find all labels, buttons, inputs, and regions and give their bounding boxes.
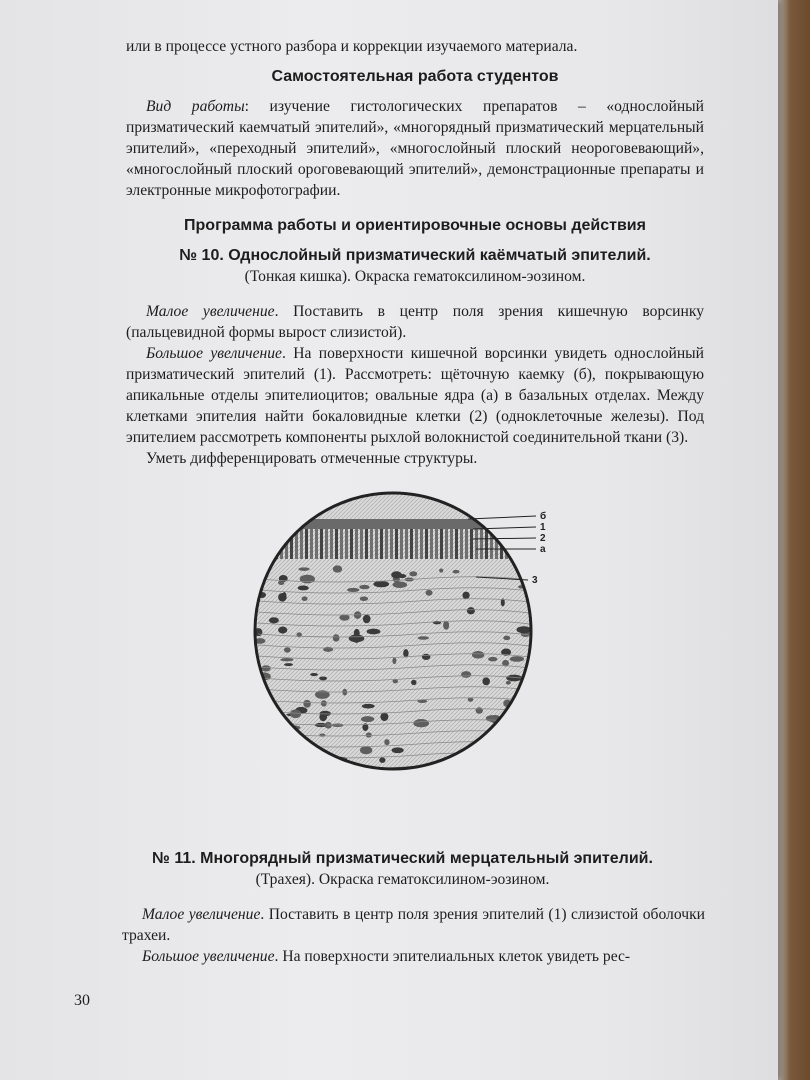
tissue-nucleus (360, 596, 368, 601)
item10-low-label: Малое увеличение (146, 303, 275, 320)
tissue-nucleus (535, 570, 539, 574)
tissue-nucleus (349, 634, 365, 642)
epithelial-cell (340, 529, 343, 559)
section-title: Самостоятельная работа студентов (271, 68, 559, 85)
epithelial-cell (515, 529, 518, 559)
figure-label-b: б (540, 511, 547, 522)
tissue-nucleus (422, 654, 431, 660)
epithelial-cell (430, 529, 433, 559)
epithelial-cell (450, 529, 453, 559)
item10-title: № 10. Однослойный призматический каёмчатый эпителий. (179, 247, 651, 264)
item10-high-text: . На поверхности кишечной ворсинки увидеть однослойный призматический эпителий (1). Рассмотреть: щёточную каемку (б), покрывающую апикальные отделы эпителиоцитов; овальные ядра (а) в базальных отделах. Между клетками эпителия найти бокаловидные клетки (2) (одноклеточные железы). Под эпителием рассмотреть компоненты рыхлой волокнистой соединительной ткани (3). (126, 345, 704, 446)
tissue-nucleus (413, 719, 429, 727)
epithelial-cell (435, 529, 438, 559)
item10-low-text: . Поставить в центр поля зрения кишечную ворсинку (пальцевидной формы вырост слизистой). (126, 303, 705, 341)
epithelial-cell (255, 529, 258, 559)
tissue-nucleus (379, 757, 385, 763)
epithelial-cell (315, 529, 318, 559)
tissue-nucleus (411, 680, 416, 685)
tissue-nucleus (439, 568, 443, 572)
tissue-nucleus (321, 700, 327, 706)
tissue-nucleus (298, 585, 309, 590)
tissue-nucleus (392, 657, 396, 664)
epithelial-cell (475, 529, 478, 559)
epithelial-cell (485, 529, 488, 559)
item11-subtitle: (Трахея). Окраска гематоксилином-эозином. (255, 871, 550, 888)
tissue-nucleus (269, 617, 279, 623)
item11-high-magnification (100, 946, 705, 967)
tissue-nucleus (510, 656, 524, 662)
epithelial-cell (530, 529, 533, 559)
epithelial-cell (440, 529, 443, 559)
figure-label-2: 2 (540, 533, 546, 544)
item10-high-label: Большое увеличение (146, 345, 282, 362)
tissue-nucleus (443, 621, 449, 630)
tissue-nucleus (453, 570, 460, 574)
tissue-nucleus (467, 607, 475, 614)
epithelial-cell (260, 529, 263, 559)
tissue-nucleus (298, 567, 309, 571)
epithelial-cell (465, 529, 468, 559)
epithelial-cell (335, 529, 338, 559)
tissue-nucleus (476, 707, 483, 714)
epithelial-cell (320, 529, 323, 559)
epithelial-cell (460, 529, 463, 559)
tissue-nucleus (284, 647, 291, 652)
tissue-nucleus (282, 592, 286, 599)
epithelial-cell (370, 529, 373, 559)
figure-label-3: 3 (532, 575, 538, 586)
tissue-nucleus (393, 581, 408, 588)
program-title: Программа работы и ориентировочные основы действия (184, 217, 646, 234)
tissue-nucleus (362, 704, 375, 709)
tissue-nucleus (488, 657, 497, 662)
tissue-nucleus (518, 728, 527, 732)
item11-high-text: . На поверхности эпителиальных клеток увидеть рес- (274, 948, 631, 965)
epithelial-cell (355, 529, 358, 559)
intro-line: или в процессе устного разбора и коррекции изучаемого материала. (126, 38, 578, 55)
epithelial-cell (280, 529, 283, 559)
epithelial-cell (455, 529, 458, 559)
tissue-nucleus (360, 746, 372, 754)
epithelial-cell (495, 529, 498, 559)
tissue-nucleus (516, 626, 531, 633)
tissue-nucleus (472, 651, 484, 659)
item10-subtitle: (Тонкая кишка). Окраска гематоксилином-эозином. (244, 268, 586, 285)
epithelial-cell (520, 529, 523, 559)
micrograph-tissue (248, 489, 548, 779)
epithelial-cell (300, 529, 303, 559)
epithelial-cell (250, 529, 253, 559)
item10-low-magnification (126, 301, 704, 343)
epithelial-cell (445, 529, 448, 559)
tissue-nucleus (521, 727, 536, 731)
epithelial-cell (395, 529, 398, 559)
tissue-nucleus (347, 588, 359, 592)
tissue-nucleus (303, 700, 311, 708)
tissue-nucleus (392, 747, 404, 753)
tissue-nucleus (417, 636, 429, 640)
item10-high-magnification (126, 343, 704, 448)
tissue-nucleus (391, 571, 402, 578)
tissue-nucleus (366, 733, 372, 738)
page-content (126, 36, 704, 779)
tissue-nucleus (462, 592, 469, 600)
tissue-nucleus (451, 759, 462, 764)
work-type-text: : изучение гистологических препаратов – «однослойный призматический каемчатый эпителий», «многорядный призматический мерцательный эпителий», «переходный эпителий», «многослойный плоский неороговевающий», «многослойный плоский ороговевающий эпителий», демонстрационные препараты и электронные микрофотографии. (126, 98, 704, 199)
tissue-nucleus (532, 697, 538, 704)
epithelial-cell (305, 529, 308, 559)
item11-low-magnification (100, 904, 705, 946)
item11-low-label: Малое увеличение (142, 906, 261, 923)
epithelial-cell (525, 529, 528, 559)
tissue-nucleus (528, 657, 542, 664)
tissue-nucleus (359, 585, 369, 589)
tissue-nucleus (310, 673, 318, 676)
tissue-nucleus (522, 751, 536, 758)
tissue-nucleus (290, 709, 301, 718)
tissue-nucleus (403, 649, 408, 657)
epithelial-cell (420, 529, 423, 559)
tissue-nucleus (361, 716, 374, 722)
epithelial-cell (535, 529, 538, 559)
tissue-nucleus (284, 663, 293, 666)
epithelial-cell (385, 529, 388, 559)
epithelial-cell (415, 529, 418, 559)
tissue-nucleus (261, 665, 270, 671)
tissue-nucleus (503, 636, 510, 640)
tissue-nucleus (319, 676, 327, 680)
tissue-nucleus (384, 739, 389, 745)
tissue-nucleus (300, 575, 315, 584)
page-number: 30 (74, 992, 90, 1009)
figure-label-1: 1 (540, 522, 546, 533)
work-type-paragraph (126, 96, 704, 201)
brush-border (248, 519, 548, 529)
tissue-nucleus (367, 629, 381, 635)
tissue-nucleus (476, 764, 481, 770)
figure-labels (532, 510, 546, 586)
epithelial-cell (380, 529, 383, 559)
epithelial-cell (510, 529, 513, 559)
epithelial-cell (290, 529, 293, 559)
item11-high-label: Большое увеличение (142, 948, 275, 965)
figure-container (126, 479, 704, 779)
tissue-nucleus (270, 714, 279, 720)
epithelial-cell (330, 529, 333, 559)
tissue-nucleus (426, 590, 433, 596)
section-item11 (100, 848, 705, 967)
epithelial-cell (425, 529, 428, 559)
epithelial-cell (365, 529, 368, 559)
tissue-nucleus (506, 681, 511, 685)
epithelial-cell (410, 529, 413, 559)
epithelial-cell (375, 529, 378, 559)
tissue-nucleus (380, 712, 388, 721)
tissue-nucleus (363, 615, 371, 624)
epithelial-cell (480, 529, 483, 559)
epithelial-cell (345, 529, 348, 559)
tissue-nucleus (461, 671, 471, 678)
micrograph-figure (218, 479, 578, 779)
tissue-nucleus (528, 691, 535, 695)
epithelial-cell (310, 529, 313, 559)
tissue-nucleus (409, 571, 417, 576)
epithelial-cell (325, 529, 328, 559)
epithelial-cell (405, 529, 408, 559)
tissue-nucleus (302, 596, 308, 601)
tissue-nucleus (333, 634, 340, 641)
work-type-label: Вид работы (146, 98, 245, 115)
tissue-nucleus (278, 627, 287, 634)
epithelial-cell (390, 529, 393, 559)
epithelial-cell (470, 529, 473, 559)
item10-skill: Уметь дифференцировать отмеченные структуры. (146, 450, 478, 467)
tissue-nucleus (482, 677, 490, 685)
tissue-nucleus (280, 658, 293, 661)
epithelial-cell (360, 529, 363, 559)
item11-low-text: . Поставить в центр поля зрения эпителий (1) слизистой оболочки трахеи. (122, 906, 705, 944)
item11-title: № 11. Многорядный призматический мерцательный эпителий. (152, 850, 653, 867)
figure-label-a: а (540, 544, 546, 555)
epithelial-cell (350, 529, 353, 559)
epithelial-cell (400, 529, 403, 559)
epithelial-cell (265, 529, 268, 559)
epithelial-cell (270, 529, 273, 559)
tissue-nucleus (373, 581, 389, 587)
tissue-nucleus (333, 565, 342, 572)
